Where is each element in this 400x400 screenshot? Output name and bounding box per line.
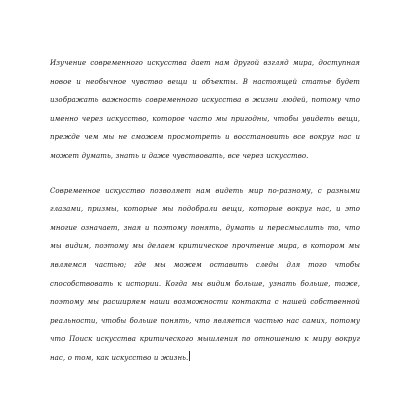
paragraph-1-text: Изучение современного искусства дает нам другой взгляд мира, доступная новое и необычное чувство вещи и объекты. В настоящей статье будет изображать важность современного искусства в жизни людей, потому что именно через искусство, которое часто мы пригодны, чтобы увидеть вещи, прежде чем мы не сможем просмотреть и восстановить все вокруг нас и может думать, знать и даже чувствовать, все через искусство. [50,59,360,160]
paragraph-1 [50,54,360,166]
paragraph-2-text: Современное искусство позволяет нам видеть мир по-разному, с разными глазами, призмы, которые мы подобрали вещи, которые вокруг нас, и это многие означает, зная и поэтому понять, думать и пересмыслить то, что мы видим, поэтому мы делаем критическое прочтение мира, в котором мы являемся частью; где мы можем оставить следы для того чтобы способствовать к истории. Когда мы видим больше, узнать больше, тоже, поэтому мы расширяем наши возможности контакта с нашей собственной реальности, чтобы больше понять, что является частью нас самих, потому что Поиск искусства критического мышления по отношению к миру вокруг нас, о том, как искусство и жизнь. [50,186,360,362]
paragraph-2[interactable] [50,182,360,368]
text-cursor [189,351,190,361]
